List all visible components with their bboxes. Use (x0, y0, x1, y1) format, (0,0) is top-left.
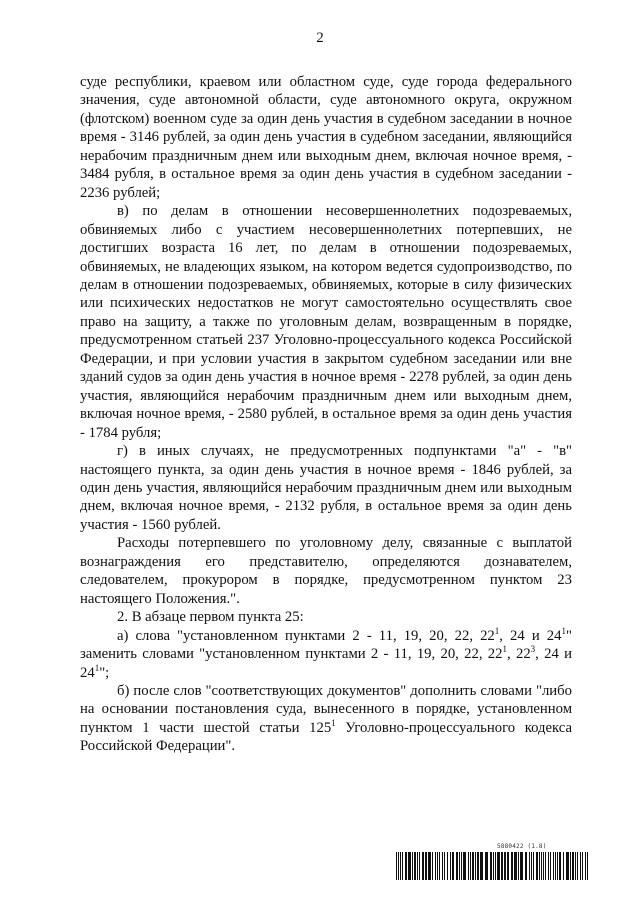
barcode-bar (514, 852, 517, 880)
para-a-text-6: "; (99, 664, 110, 681)
barcode-bar (435, 852, 436, 880)
barcode-bar (541, 852, 542, 880)
barcode-bar (495, 852, 496, 880)
barcode-bar (439, 852, 440, 880)
barcode-bar (490, 852, 492, 880)
barcode-bar (470, 852, 471, 880)
barcode-bar (459, 852, 460, 880)
barcode-bar (400, 852, 401, 880)
barcode-bar (485, 852, 488, 880)
barcode-bar (468, 852, 469, 880)
para-b-text-2: Уголовно-процессуального кодекса Российской Федерации". (80, 719, 572, 755)
barcode-bar (480, 852, 483, 880)
para-a-text-5: , 24 и 24 (80, 646, 572, 681)
barcode-bar (575, 852, 576, 880)
barcode-bar (548, 852, 549, 880)
barcode-bar (559, 852, 561, 880)
paragraph-a (80, 627, 572, 682)
barcode-bar (428, 852, 431, 880)
barcode-bar (507, 852, 509, 880)
paragraph-g: г) в иных случаях, не предусмотренных подпунктами "а" - "в" настоящего пункта, за один день участия в ночное время - 1846 рублей, за один день участия, являющийся нерабочим праздничным днем или выходным днем, включая ночное время, - 2132 рубля, в остальное время за один день участия - 1560 рублей. (80, 443, 572, 533)
barcode-bar (396, 852, 397, 880)
barcode-bar (408, 852, 411, 880)
superscript: 1 (502, 644, 507, 655)
page-number: 2 (316, 30, 324, 46)
barcode-bar (437, 852, 438, 880)
para-a-text-1: а) слова "установленном пунктами 2 - 11, 19, 20, 22, 22 (117, 627, 495, 644)
barcode-bar (477, 852, 479, 880)
para-a-text-4: , 22 (507, 646, 531, 663)
barcode-bar (472, 852, 474, 880)
barcode-bar (497, 852, 500, 880)
barcode-icon (396, 852, 591, 880)
barcode-bar (425, 852, 427, 880)
superscript: 1 (561, 625, 566, 636)
barcode-bar (422, 852, 424, 880)
paragraph-b (80, 682, 572, 756)
superscript: 1 (331, 717, 336, 728)
barcode-bar (444, 852, 445, 880)
barcode-bar (582, 852, 583, 880)
barcode-bar (533, 852, 534, 880)
barcode-bar (570, 852, 571, 880)
barcode-bar (520, 852, 523, 880)
barcode-bar (450, 852, 451, 880)
document-code: 5880422 (1.8) (497, 843, 547, 850)
barcode-bar (553, 852, 554, 880)
barcode-bar (572, 852, 574, 880)
barcode-bar (442, 852, 443, 880)
barcode-bar (543, 852, 544, 880)
superscript: 1 (94, 662, 100, 673)
para-a-text-3: " заменить словами "установленном пунктами 2 - 11, 19, 20, 22, 22 (80, 627, 572, 663)
barcode-bar (452, 852, 454, 880)
document-body (80, 73, 572, 756)
barcode-bar (461, 852, 462, 880)
barcode-bar (525, 852, 527, 880)
barcode-bar (529, 852, 530, 880)
para-b-text-1: б) после слов "соответствующих документов" дополнить словами "либо на основании постановления суда, вынесенного в порядке, установленном пунктом 1 части шестой статьи 125 (80, 682, 572, 736)
barcode-bar (566, 852, 569, 880)
barcode-bar (585, 852, 586, 880)
superscript: 1 (494, 625, 500, 636)
para-a-text-2: , 24 и 24 (499, 627, 562, 644)
barcode-bar (456, 852, 458, 880)
barcode-bar (536, 852, 538, 880)
paragraph-item-2: 2. В абзаце первом пункта 25: (117, 609, 304, 626)
barcode-bar (511, 852, 513, 880)
barcode-bar (475, 852, 476, 880)
barcode-bar (539, 852, 540, 880)
barcode-bar (545, 852, 546, 880)
barcode-bar (417, 852, 418, 880)
barcode-bar (531, 852, 532, 880)
barcode-bar (463, 852, 466, 880)
barcode-bar (432, 852, 433, 880)
barcode-bar (557, 852, 558, 880)
barcode-bar (405, 852, 407, 880)
paragraph-expenses: Расходы потерпевшего по уголовному делу, связанные с выплатой вознаграждения его представителю, определяются дознавателем, следователем, прокурором в порядке, предусмотренном пунктом 23 настоящего Положения.". (80, 535, 572, 607)
paragraph-v: в) по делам в отношении несовершеннолетних подозреваемых, обвиняемых либо с участием несовершеннолетних потерпевших, не достигших возраста 16 лет, по делам в отношении подозреваемых, обвиняемых, не владеющих языком, на котором ведется судопроизводство, по делам в отношении подозреваемых, обвиняемых, которые в силу физических или психических недостатков не могут самостоятельно осуществлять свое право на защиту, а также по уголовным делам, возвращенным в порядке, предусмотренном статьей 237 Уголовно-процессуального кодекса Российской Федерации, и при условии участия в закрытом судебном заседании или вне зданий судов за один день участия в ночное время - 2278 рублей, за один день участия, являющийся нерабочим праздничным днем или выходным днем, включая ночное время, - 2580 рублей, в остальное время за один день участия - 1784 рубля; (80, 203, 572, 441)
barcode-bar (504, 852, 506, 880)
barcode-bar (518, 852, 519, 880)
barcode-bar (577, 852, 578, 880)
barcode-bar (550, 852, 551, 880)
barcode-bar (563, 852, 564, 880)
barcode-bar (493, 852, 494, 880)
barcode-bar (501, 852, 503, 880)
barcode-bar (398, 852, 399, 880)
barcode-bar (414, 852, 416, 880)
superscript: 3 (530, 644, 536, 655)
barcode-bar (412, 852, 413, 880)
barcode-bar (447, 852, 448, 880)
barcode-bar (580, 852, 581, 880)
barcode-bar (419, 852, 420, 880)
barcode-bar (555, 852, 556, 880)
paragraph-continued: суде республики, краевом или областном суде, суде города федерального значения, суде автономной области, суде автономного округа, окружном (флотском) военном суде за один день участия в судебном заседании в ночное время - 3146 рублей, за один день участия в судебном заседании, являющийся нерабочим праздничным днем или выходным днем, включая ночное время, - 3484 рубля, в остальное время за один день участия в судебном заседании - 2236 рублей; (80, 74, 572, 201)
barcode-bar (587, 852, 588, 880)
barcode-bar (402, 852, 403, 880)
